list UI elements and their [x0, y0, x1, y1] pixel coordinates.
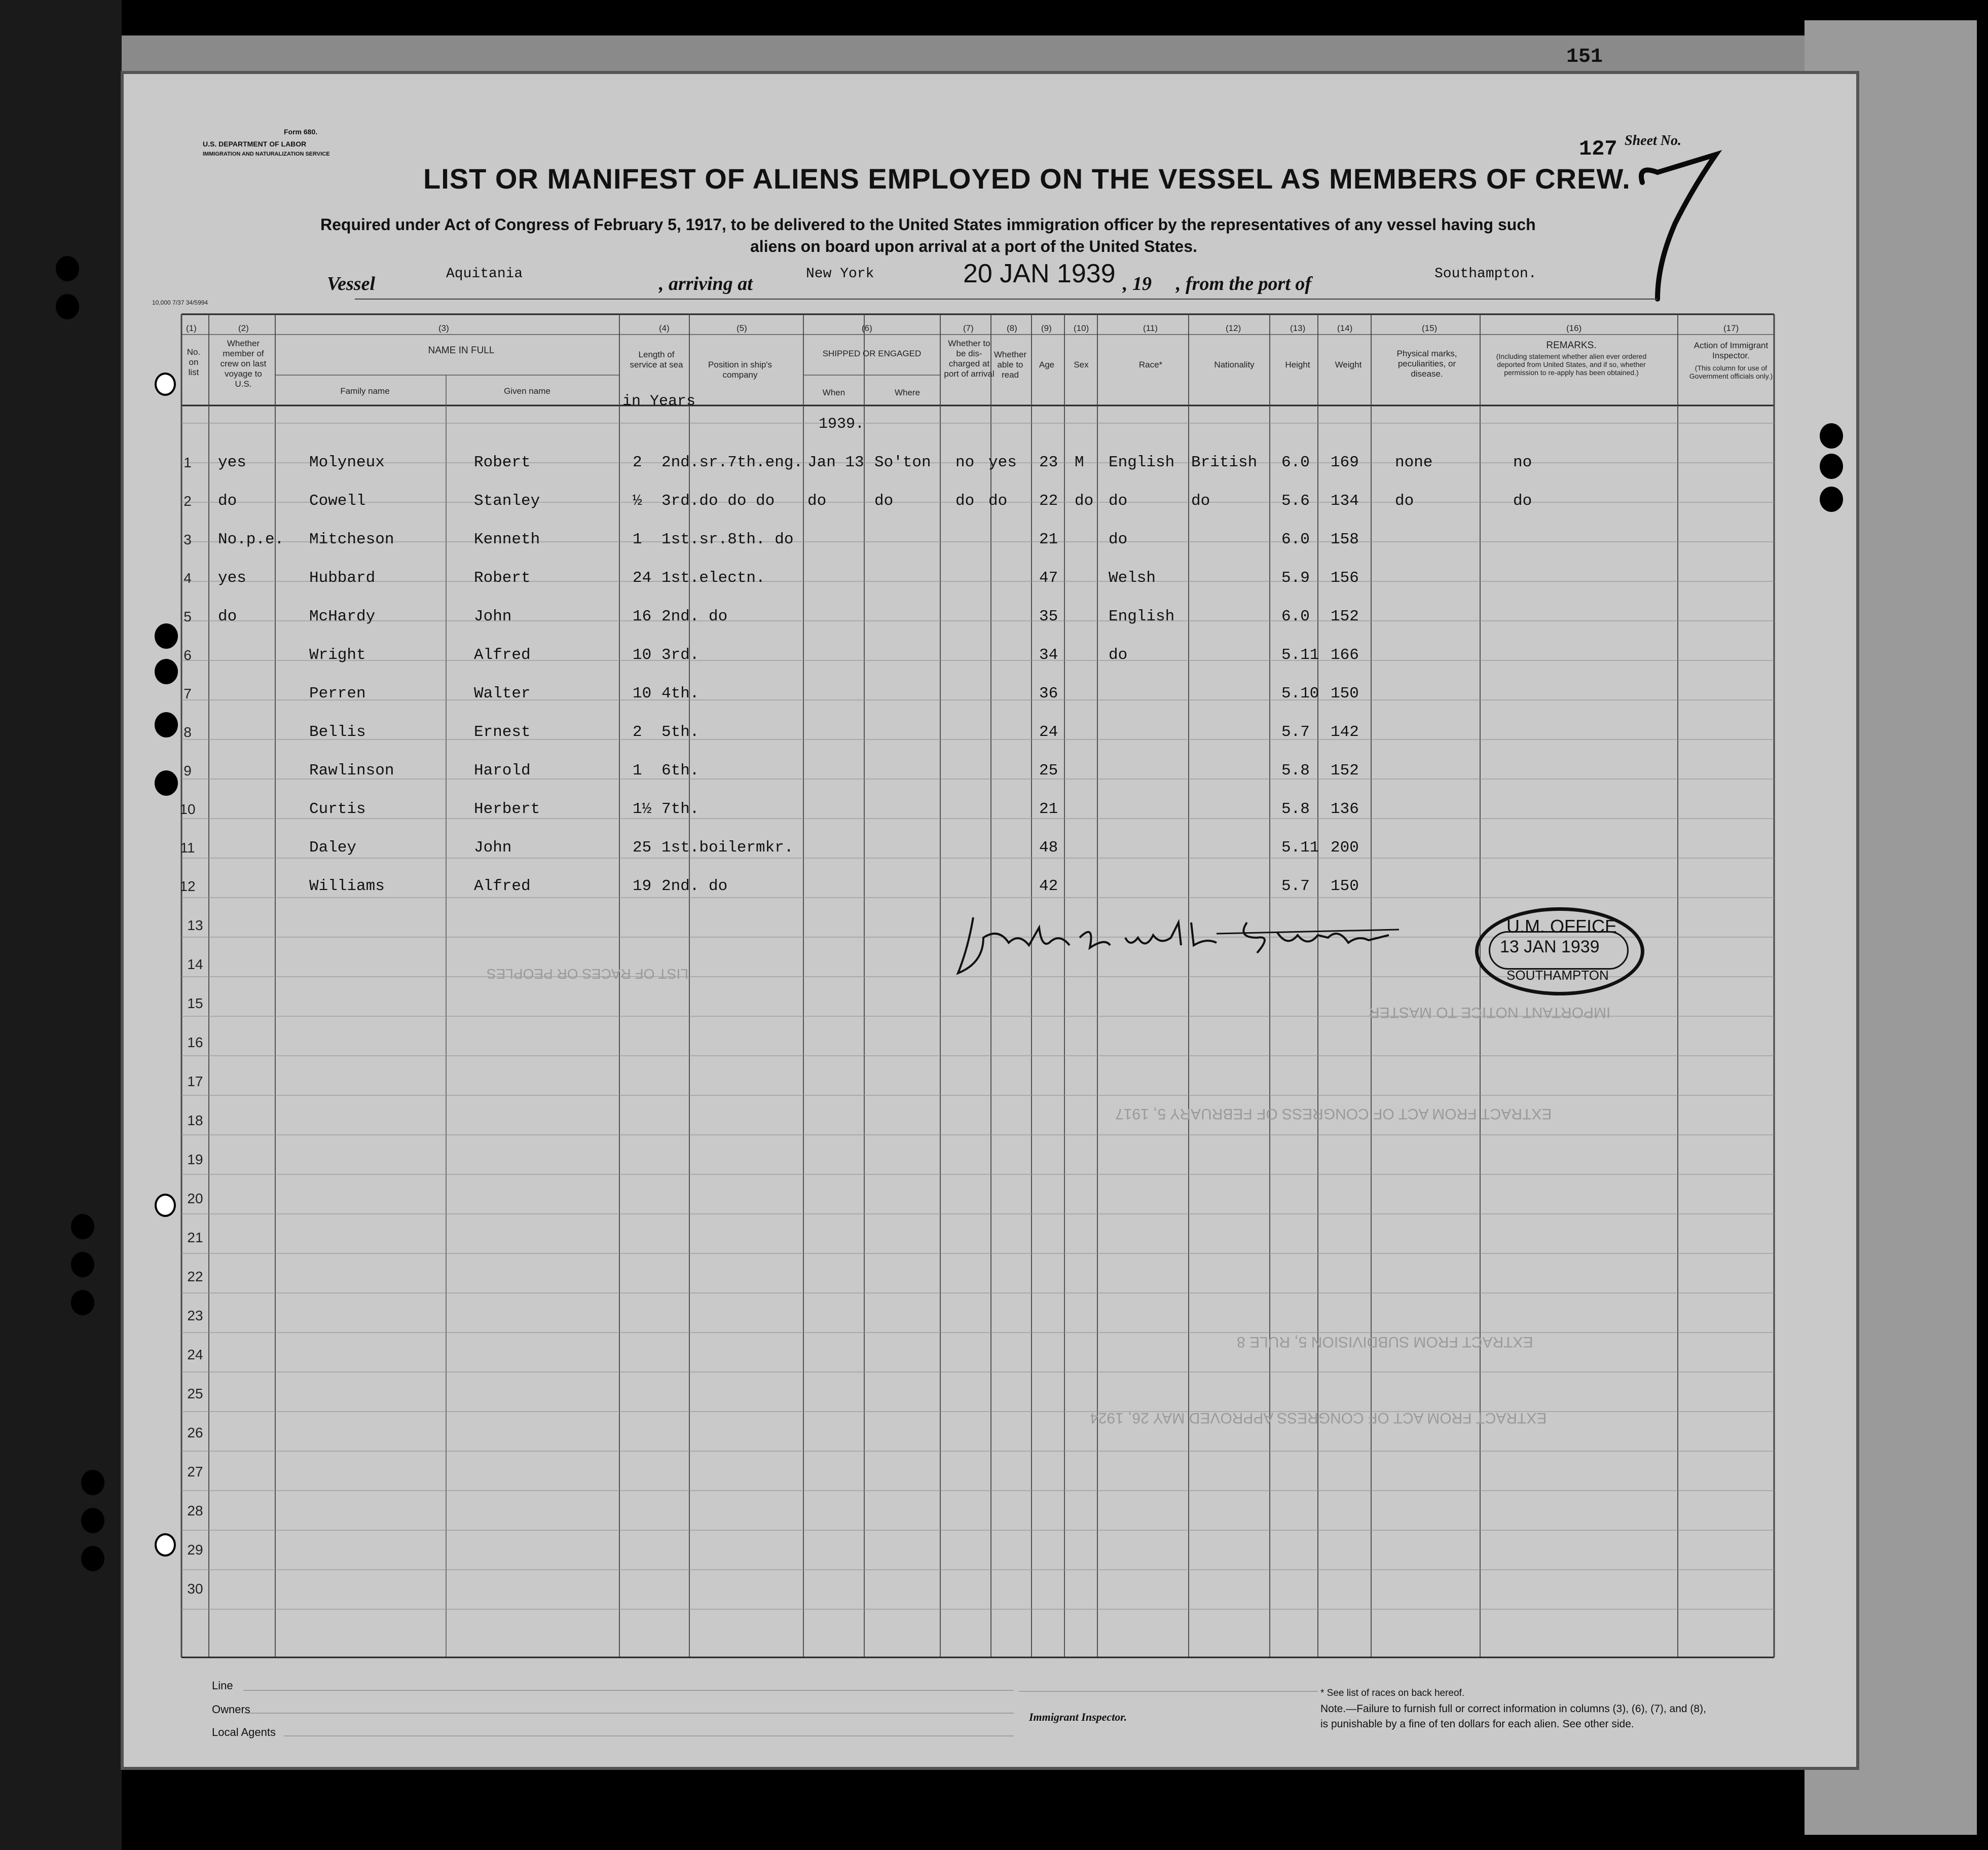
show-through-text: LIST OF RACES OR PEOPLES	[487, 966, 688, 982]
family-name-cell: Perren	[309, 685, 366, 702]
shipped-where-cell: So'ton	[874, 454, 931, 471]
sex-cell: M	[1075, 454, 1084, 471]
service-cell: 1½	[633, 800, 652, 818]
row-number: 3	[183, 532, 192, 547]
height-cell: 5.6	[1281, 492, 1310, 510]
family-name-cell: Bellis	[309, 723, 366, 741]
family-name-cell: Wright	[309, 646, 366, 664]
col-header-remarks: REMARKS.	[1546, 340, 1597, 351]
row-number: 13	[187, 917, 203, 933]
given-name-cell: Robert	[474, 454, 531, 471]
race-cell: do	[1109, 646, 1128, 664]
weight-cell: 166	[1331, 646, 1359, 664]
service-cell: 25	[633, 839, 652, 857]
arriving-port: New York	[806, 266, 874, 282]
family-name-cell: Hubbard	[309, 569, 376, 587]
family-name-cell: Curtis	[309, 800, 366, 818]
row-number: 10	[179, 801, 196, 817]
age-cell: 23	[1039, 454, 1058, 471]
family-name-cell: Cowell	[309, 492, 366, 510]
row-number: 1	[183, 455, 192, 470]
col-header-weight: Weight	[1335, 360, 1362, 369]
read-cell: yes	[988, 454, 1017, 471]
discharged-cell: do	[955, 492, 975, 510]
nationality-cell: British	[1191, 454, 1258, 471]
col-header-remarks-note: (Including statement whether alien ever ordered deported from United States, and if so, whether permission to re-apply has been obtained.)	[1496, 352, 1647, 377]
weight-cell: 156	[1331, 569, 1359, 587]
row-number: 6	[183, 647, 192, 663]
family-name-cell: Molyneux	[309, 454, 385, 471]
position-cell: 1st.electn.	[661, 569, 765, 587]
col-header-physical-marks: Physical marks, peculiarities, or disease.	[1396, 349, 1457, 379]
footer-agents-label: Local Agents	[212, 1726, 276, 1738]
height-cell: 5.8	[1281, 800, 1310, 818]
age-cell: 21	[1039, 531, 1058, 548]
col-header-read: Whether able to read	[993, 350, 1027, 380]
height-cell: 6.0	[1281, 531, 1310, 548]
discharged-cell: no	[955, 454, 975, 471]
col-number: (17)	[1723, 323, 1739, 333]
race-cell: do	[1109, 492, 1128, 510]
col-header-no: No. on list	[187, 347, 201, 377]
height-cell: 5.10	[1281, 685, 1319, 702]
nationality-cell: do	[1191, 492, 1210, 510]
age-cell: 35	[1039, 608, 1058, 625]
row-number: 23	[187, 1308, 203, 1323]
col-number: (8)	[1007, 323, 1017, 333]
remarks-cell: do	[1513, 492, 1532, 510]
service-cell: ½	[633, 492, 642, 510]
weight-cell: 142	[1331, 723, 1359, 741]
row-number: 8	[183, 724, 192, 740]
footer-note-races: * See list of races on back hereof.	[1320, 1688, 1465, 1698]
height-cell: 6.0	[1281, 608, 1310, 625]
from-label: , from the port of	[1176, 273, 1312, 294]
weight-cell: 169	[1331, 454, 1359, 471]
weight-cell: 150	[1331, 877, 1359, 895]
subtitle-line1: Required under Act of Congress of February 5, 1917, to be delivered to the United States immigration officer by the representatives of any vessel having such	[320, 215, 1536, 234]
service-cell: 10	[633, 685, 652, 702]
shipped-where-cell: do	[874, 492, 894, 510]
row-number: 27	[187, 1464, 203, 1479]
age-cell: 42	[1039, 877, 1058, 895]
age-cell: 48	[1039, 839, 1058, 857]
show-through-text: IMPORTANT NOTICE TO MASTER	[1369, 1004, 1611, 1021]
row-number: 25	[187, 1386, 203, 1401]
weight-cell: 152	[1331, 762, 1359, 780]
stamp-top: U.M. OFFICE	[1506, 916, 1617, 937]
col-number: (3)	[438, 323, 449, 333]
given-name-cell: Herbert	[474, 800, 540, 818]
row-number: 4	[183, 570, 192, 586]
shipped-when-cell: do	[807, 492, 827, 510]
page-number: 127	[1579, 137, 1617, 161]
height-cell: 5.11	[1281, 646, 1319, 664]
show-through-text: EXTRACT FROM ACT OF CONGRESS OF FEBRUARY 5, 1917	[1115, 1105, 1552, 1122]
row-number: 21	[187, 1230, 203, 1245]
physical-marks-cell: none	[1395, 454, 1433, 471]
col-header-height: Height	[1285, 360, 1310, 369]
height-cell: 5.8	[1281, 762, 1310, 780]
row-number: 7	[183, 686, 192, 701]
given-name-cell: Alfred	[474, 646, 531, 664]
height-cell: 5.7	[1281, 723, 1310, 741]
given-name-cell: Kenneth	[474, 531, 540, 548]
show-through-text: EXTRACT FROM SUBDIVISION 5, RULE 8	[1237, 1334, 1533, 1350]
prev-voyage-cell: yes	[218, 454, 246, 471]
weight-cell: 136	[1331, 800, 1359, 818]
race-cell: English	[1109, 454, 1175, 471]
row-number: 5	[183, 609, 192, 624]
service: IMMIGRATION AND NATURALIZATION SERVICE	[203, 151, 330, 157]
col-header-race: Race*	[1138, 360, 1163, 369]
department: U.S. DEPARTMENT OF LABOR	[203, 140, 307, 148]
service-cell: 24	[633, 569, 652, 587]
col-header-age: Age	[1039, 360, 1055, 369]
position-cell: 6th.	[661, 762, 700, 780]
position-cell: 3rd.	[661, 646, 700, 664]
footer-note-1: Note.—Failure to furnish full or correct information in columns (3), (6), (7), and (8),	[1320, 1703, 1706, 1715]
col-number: (9)	[1041, 323, 1052, 333]
row-number: 26	[187, 1425, 203, 1440]
position-cell: 5th.	[661, 723, 700, 741]
row-number: 17	[187, 1074, 203, 1089]
age-cell: 24	[1039, 723, 1058, 741]
row-number: 29	[187, 1542, 203, 1558]
row-number: 9	[183, 763, 192, 779]
position-cell: 2nd. do	[661, 608, 728, 625]
row-number: 2	[183, 493, 192, 509]
given-name-cell: Alfred	[474, 877, 531, 895]
stamp-top-number: 151	[1566, 46, 1603, 68]
race-cell: English	[1109, 608, 1175, 625]
col-header-given-name: Given name	[504, 386, 550, 396]
row-number: 24	[187, 1347, 203, 1362]
service-cell: 1	[633, 531, 642, 548]
vessel-name: Aquitania	[446, 266, 523, 282]
family-name-cell: Rawlinson	[309, 762, 394, 780]
prev-voyage-cell: do	[218, 492, 237, 510]
race-cell: Welsh	[1109, 569, 1156, 587]
footer-owners-label: Owners	[212, 1703, 250, 1716]
row-number: 16	[187, 1034, 203, 1050]
given-name-cell: Harold	[474, 762, 531, 780]
sex-cell: do	[1075, 492, 1094, 510]
age-cell: 34	[1039, 646, 1058, 664]
weight-cell: 134	[1331, 492, 1359, 510]
given-name-cell: John	[474, 608, 512, 625]
position-cell: 2nd. do	[661, 877, 728, 895]
shipped-when-cell: Jan 13	[807, 454, 864, 471]
col-header-name: NAME IN FULL	[428, 345, 495, 356]
col-header-discharged: Whether to be dis-charged at port of arrival	[944, 339, 995, 379]
office-stamp	[1475, 907, 1644, 995]
col-number: (5)	[737, 323, 747, 333]
service-cell: 16	[633, 608, 652, 625]
form-title: LIST OR MANIFEST OF ALIENS EMPLOYED ON THE VESSEL AS MEMBERS OF CREW.	[423, 163, 1631, 195]
service-cell: 2	[633, 454, 642, 471]
position-cell: 1st.boilermkr.	[661, 839, 794, 857]
sheet-label: Sheet No.	[1625, 133, 1681, 149]
row-number: 28	[187, 1503, 203, 1519]
col-header-inspector-note: (This column for use of Government officials only.)	[1689, 364, 1773, 380]
position-cell: 7th.	[661, 800, 700, 818]
position-cell: 4th.	[661, 685, 700, 702]
year-note: 1939.	[819, 416, 865, 433]
row-number: 30	[187, 1581, 203, 1597]
col-number: (7)	[963, 323, 974, 333]
position-cell: 2nd.sr.7th.eng.	[661, 454, 803, 471]
read-cell: do	[988, 492, 1008, 510]
footer-note-2: is punishable by a fine of ten dollars for each alien. See other side.	[1320, 1718, 1634, 1730]
height-cell: 5.9	[1281, 569, 1310, 587]
col-header-inspector-action: Action of Immigrant Inspector.	[1694, 341, 1769, 360]
col-number: (15)	[1422, 323, 1438, 333]
col-number: (2)	[238, 323, 249, 333]
height-cell: 5.11	[1281, 839, 1319, 857]
age-cell: 47	[1039, 569, 1058, 587]
given-name-cell: John	[474, 839, 512, 857]
col-header-family-name: Family name	[340, 386, 390, 396]
col-number: (10)	[1074, 323, 1089, 333]
stamp-bottom: SOUTHAMPTON	[1506, 968, 1609, 983]
form-number: Form 680.	[284, 128, 318, 136]
col-header-when: When	[822, 388, 845, 397]
footer-line-label: Line	[212, 1679, 233, 1692]
arrival-date-stamp: 20 JAN 1939	[963, 259, 1116, 288]
row-number: 20	[187, 1191, 203, 1206]
col-number: (13)	[1290, 323, 1306, 333]
show-through-text: EXTRACT FROM ACT OF CONGRESS APPROVED MAY 26, 1924	[1090, 1410, 1547, 1426]
col-number: (14)	[1337, 323, 1353, 333]
row-number: 15	[187, 995, 203, 1011]
col-header-where: Where	[894, 388, 921, 397]
prev-voyage-cell: do	[218, 608, 237, 625]
remarks-cell: no	[1513, 454, 1532, 471]
footer-inspector-label: Immigrant Inspector.	[1029, 1711, 1127, 1723]
col-header-prev-voyage: Whether member of crew on last voyage to U.S.	[220, 339, 267, 389]
weight-cell: 200	[1331, 839, 1359, 857]
position-cell: 3rd.do do do	[661, 492, 775, 510]
col-number: (6)	[862, 323, 872, 333]
service-cell: 2	[633, 723, 642, 741]
service-cell: 10	[633, 646, 652, 664]
age-cell: 36	[1039, 685, 1058, 702]
subtitle-line2: aliens on board upon arrival at a port of the United States.	[750, 237, 1197, 255]
row-number: 12	[179, 878, 196, 894]
given-name-cell: Robert	[474, 569, 531, 587]
weight-cell: 152	[1331, 608, 1359, 625]
weight-cell: 150	[1331, 685, 1359, 702]
row-number: 18	[187, 1113, 203, 1128]
given-name-cell: Ernest	[474, 723, 531, 741]
col-number: (12)	[1226, 323, 1241, 333]
inspector-signature	[953, 907, 1399, 988]
physical-marks-cell: do	[1395, 492, 1414, 510]
row-number: 11	[180, 840, 195, 856]
given-name-cell: Stanley	[474, 492, 540, 510]
print-code: 10,000 7/37 34/5994	[152, 299, 208, 306]
stamp-date: 13 JAN 1939	[1500, 937, 1600, 956]
age-cell: 22	[1039, 492, 1058, 510]
row-number: 22	[187, 1269, 203, 1284]
col-number: (4)	[659, 323, 670, 333]
prev-voyage-cell: yes	[218, 569, 246, 587]
family-name-cell: Mitcheson	[309, 531, 394, 548]
height-cell: 5.7	[1281, 877, 1310, 895]
prev-voyage-cell: No.p.e.	[218, 531, 284, 548]
family-name-cell: McHardy	[309, 608, 376, 625]
family-name-cell: Williams	[309, 877, 385, 895]
row-number: 14	[187, 956, 203, 972]
race-cell: do	[1109, 531, 1128, 548]
col-header-service-years: in Years	[622, 393, 696, 410]
given-name-cell: Walter	[474, 685, 531, 702]
arriving-label: , arriving at	[659, 273, 753, 294]
col-number: (16)	[1566, 323, 1582, 333]
service-cell: 1	[633, 762, 642, 780]
vessel-label: Vessel	[327, 273, 375, 294]
service-cell: 19	[633, 877, 652, 895]
height-cell: 6.0	[1281, 454, 1310, 471]
col-header-position: Position in ship's company	[708, 360, 772, 380]
family-name-cell: Daley	[309, 839, 357, 857]
col-header-service: Length of service at sea	[630, 350, 683, 369]
year-label: , 19	[1123, 273, 1152, 294]
row-number: 19	[187, 1152, 203, 1167]
position-cell: 1st.sr.8th. do	[661, 531, 794, 548]
col-header-sex: Sex	[1074, 360, 1089, 369]
col-header-nationality: Nationality	[1214, 360, 1255, 369]
age-cell: 25	[1039, 762, 1058, 780]
col-number: (11)	[1143, 323, 1158, 333]
weight-cell: 158	[1331, 531, 1359, 548]
col-number: (1)	[186, 323, 197, 333]
age-cell: 21	[1039, 800, 1058, 818]
from-port: Southampton.	[1434, 266, 1537, 282]
col-header-shipped: SHIPPED OR ENGAGED	[822, 349, 922, 358]
